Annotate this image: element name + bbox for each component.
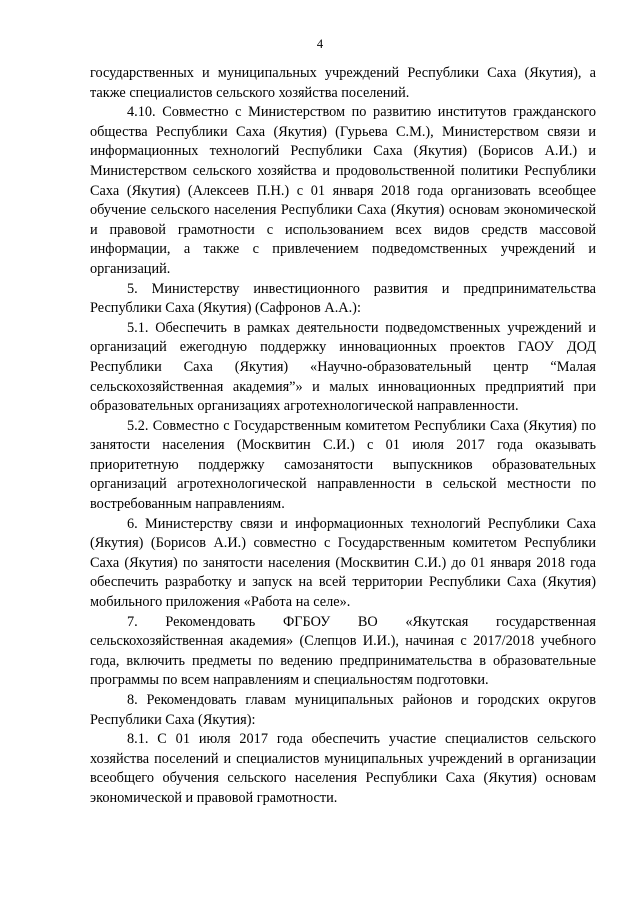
paragraph-8: 8. Рекомендовать главам муниципальных районов и городских округов Республики Саха (Якутия): (90, 692, 596, 728)
paragraph-4-10: 4.10. Совместно с Министерством по развитию институтов гражданского общества Республики Саха (Якутия) (Гурьева С.М.), Министерством связи и информационных технологий Республики Саха (Якутия) (Борисов А.И.) и Министерством сельского хозяйства и продовольственной политики Республики Саха (Якутия) (Алексеев П.Н.) с 01 января 2018 года организовать всеобщее обучение сельского населения Республики Саха (Якутия) основам экономической и правовой грамотности с использованием всех видов средств массовой информации, а также с привлечением подведомственных учреждений и организаций. (90, 104, 596, 277)
page-number: 4 (316, 37, 324, 51)
paragraph-5: 5. Министерству инвестиционного развития и предпринимательства Республики Саха (Якутия) (Сафронов А.А.): (90, 280, 596, 317)
document-body (90, 64, 596, 809)
paragraph-8-1: 8.1. С 01 июля 2017 года обеспечить участие специалистов сельского хозяйства поселений и специалистов муниципальных учреждений в организации всеобщего обучения сельского населения Республики Саха (Якутия) основам экономической и правовой грамотности. (90, 731, 596, 806)
paragraph-5-1: 5.1. Обеспечить в рамках деятельности подведомственных учреждений и организаций ежегодную поддержку инновационных проектов ГАОУ ДОД Республики Саха (Якутия) «Научно-образовательный центр “Малая сельскохозяйственная академия”» и малых инновационных предприятий при образовательных организациях агротехнологической направленности. (90, 319, 596, 415)
paragraph-5-2: 5.2. Совместно с Государственным комитетом Республики Саха (Якутия) по занятости населения (Москвитин С.И.) с 01 июля 2017 года оказывать приоритетную поддержку самозанятости выпускников образовательных организаций агротехнологической направленности в сельской местности по востребованным направлениям. (90, 417, 596, 513)
paragraph-6: 6. Министерству связи и информационных технологий Республики Саха (Якутия) (Борисов А.И.) совместно с Государственным комитетом Республики Саха (Якутия) по занятости населения (Москвитин С.И.) до 01 января 2018 года обеспечить разработку и запуск на всей территории Республики Саха (Якутия) мобильного приложения «Работа на селе». (90, 515, 596, 611)
paragraph-7: 7. Рекомендовать ФГБОУ ВО «Якутская государственная сельскохозяйственная академия» (Слепцов И.И.), начиная с 2017/2018 учебного года, включить предметы по ведению предпринимательства в образовательные программы по всем направлениям и специальностям подготовки. (90, 613, 596, 689)
paragraph-continuation: государственных и муниципальных учреждений Республики Саха (Якутия), а также специалистов сельского хозяйства поселений. (90, 65, 596, 101)
